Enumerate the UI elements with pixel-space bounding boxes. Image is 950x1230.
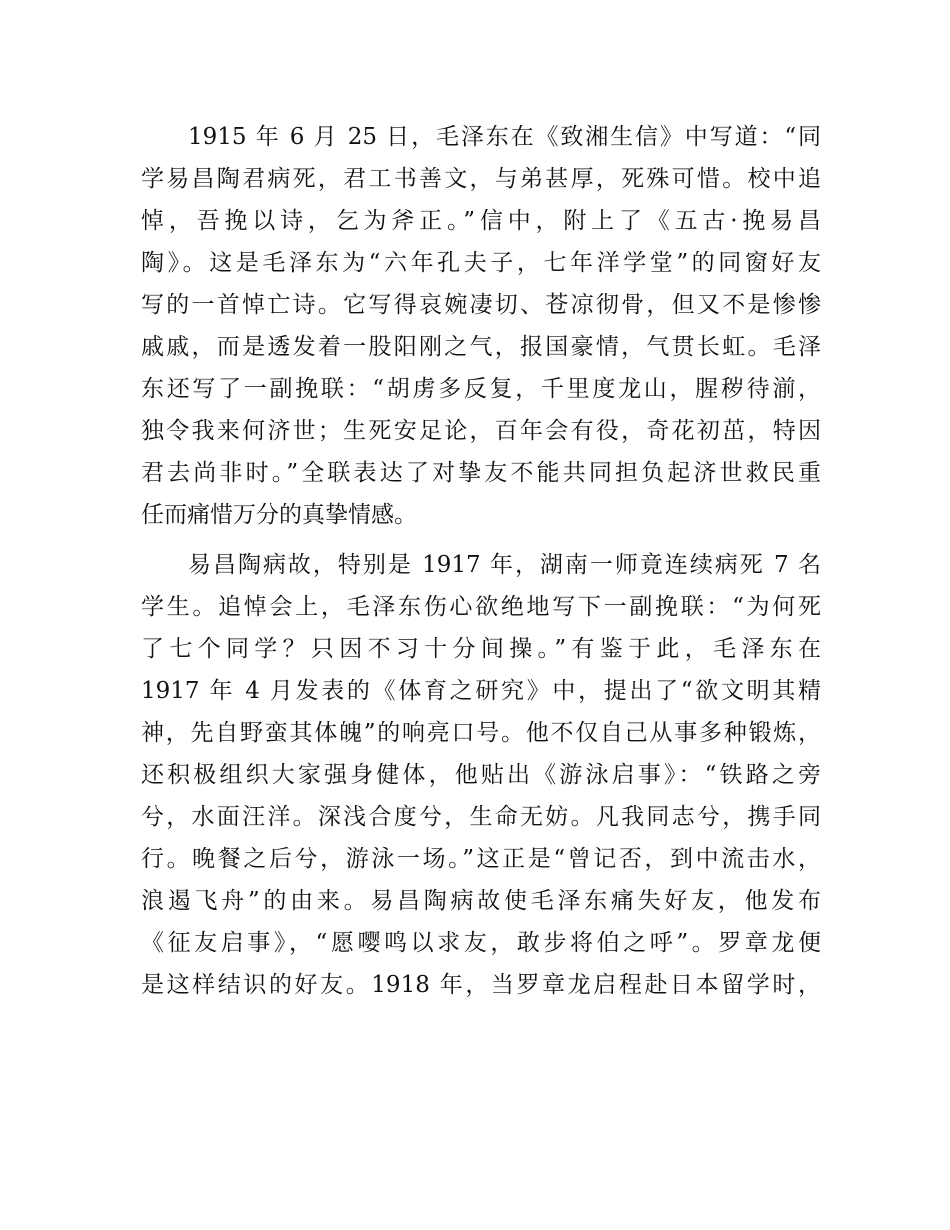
paragraph-2 [141,544,821,1006]
text-line: 戚戚，而是透发着一股阳刚之气，报国豪情，气贯长虹。毛泽 [141,334,821,360]
text-line: 神，先自野蛮其体魄”的响亮口号。他不仅自己从事多种锻炼， [141,720,821,746]
text-line: 悼，吾挽以诗，乞为斧正。”信中，附上了《五古·挽易昌 [141,208,821,234]
text-line: 浪遏飞舟”的由来。易昌陶病故使毛泽东痛失好友，他发布 [141,888,821,914]
text-line: 兮，水面汪洋。深浅合度兮，生命无妨。凡我同志兮，携手同 [141,804,821,830]
text-line: 独令我来何济世；生死安足论，百年会有役，奇花初茁，特因 [141,418,821,444]
paragraph-gap [141,536,821,544]
text-line: 任而痛惜万分的真挚情感。 [141,502,417,528]
text-line: 了七个同学？只因不习十分间操。”有鉴于此，毛泽东在 [141,636,821,662]
text-line: 学生。追悼会上，毛泽东伤心欲绝地写下一副挽联：“为何死 [141,594,821,620]
text-line: 写的一首悼亡诗。它写得哀婉凄切、苍凉彻骨，但又不是惨惨 [141,292,821,318]
text-line: 《征友启事》，“愿嘤鸣以求友，敢步将伯之呼”。罗章龙便 [141,930,821,956]
text-line: 东还写了一副挽联：“胡虏多反复，千里度龙山，腥秽待湔， [141,376,821,402]
text-line: 行。晚餐之后兮，游泳一场。”这正是“曾记否，到中流击水， [141,846,821,872]
text-line: 是这样结识的好友。1918 年，当罗章龙启程赴日本留学时， [141,972,821,998]
text-line: 学易昌陶君病死，君工书善文，与弟甚厚，死殊可惜。校中追 [141,166,821,192]
body-text [141,116,821,1006]
paragraph-1 [141,116,821,536]
text-line: 陶》。这是毛泽东为“六年孔夫子，七年洋学堂”的同窗好友 [141,250,821,276]
text-line: 易昌陶病故，特别是 1917 年，湖南一师竟连续病死 7 名 [188,552,821,578]
text-line: 1915 年 6 月 25 日，毛泽东在《致湘生信》中写道：“同 [188,124,821,150]
text-line: 1917 年 4 月发表的《体育之研究》中，提出了“欲文明其精 [141,678,821,704]
text-line: 君去尚非时。”全联表达了对挚友不能共同担负起济世救民重 [141,460,821,486]
text-line: 还积极组织大家强身健体，他贴出《游泳启事》：“铁路之旁 [141,762,821,788]
